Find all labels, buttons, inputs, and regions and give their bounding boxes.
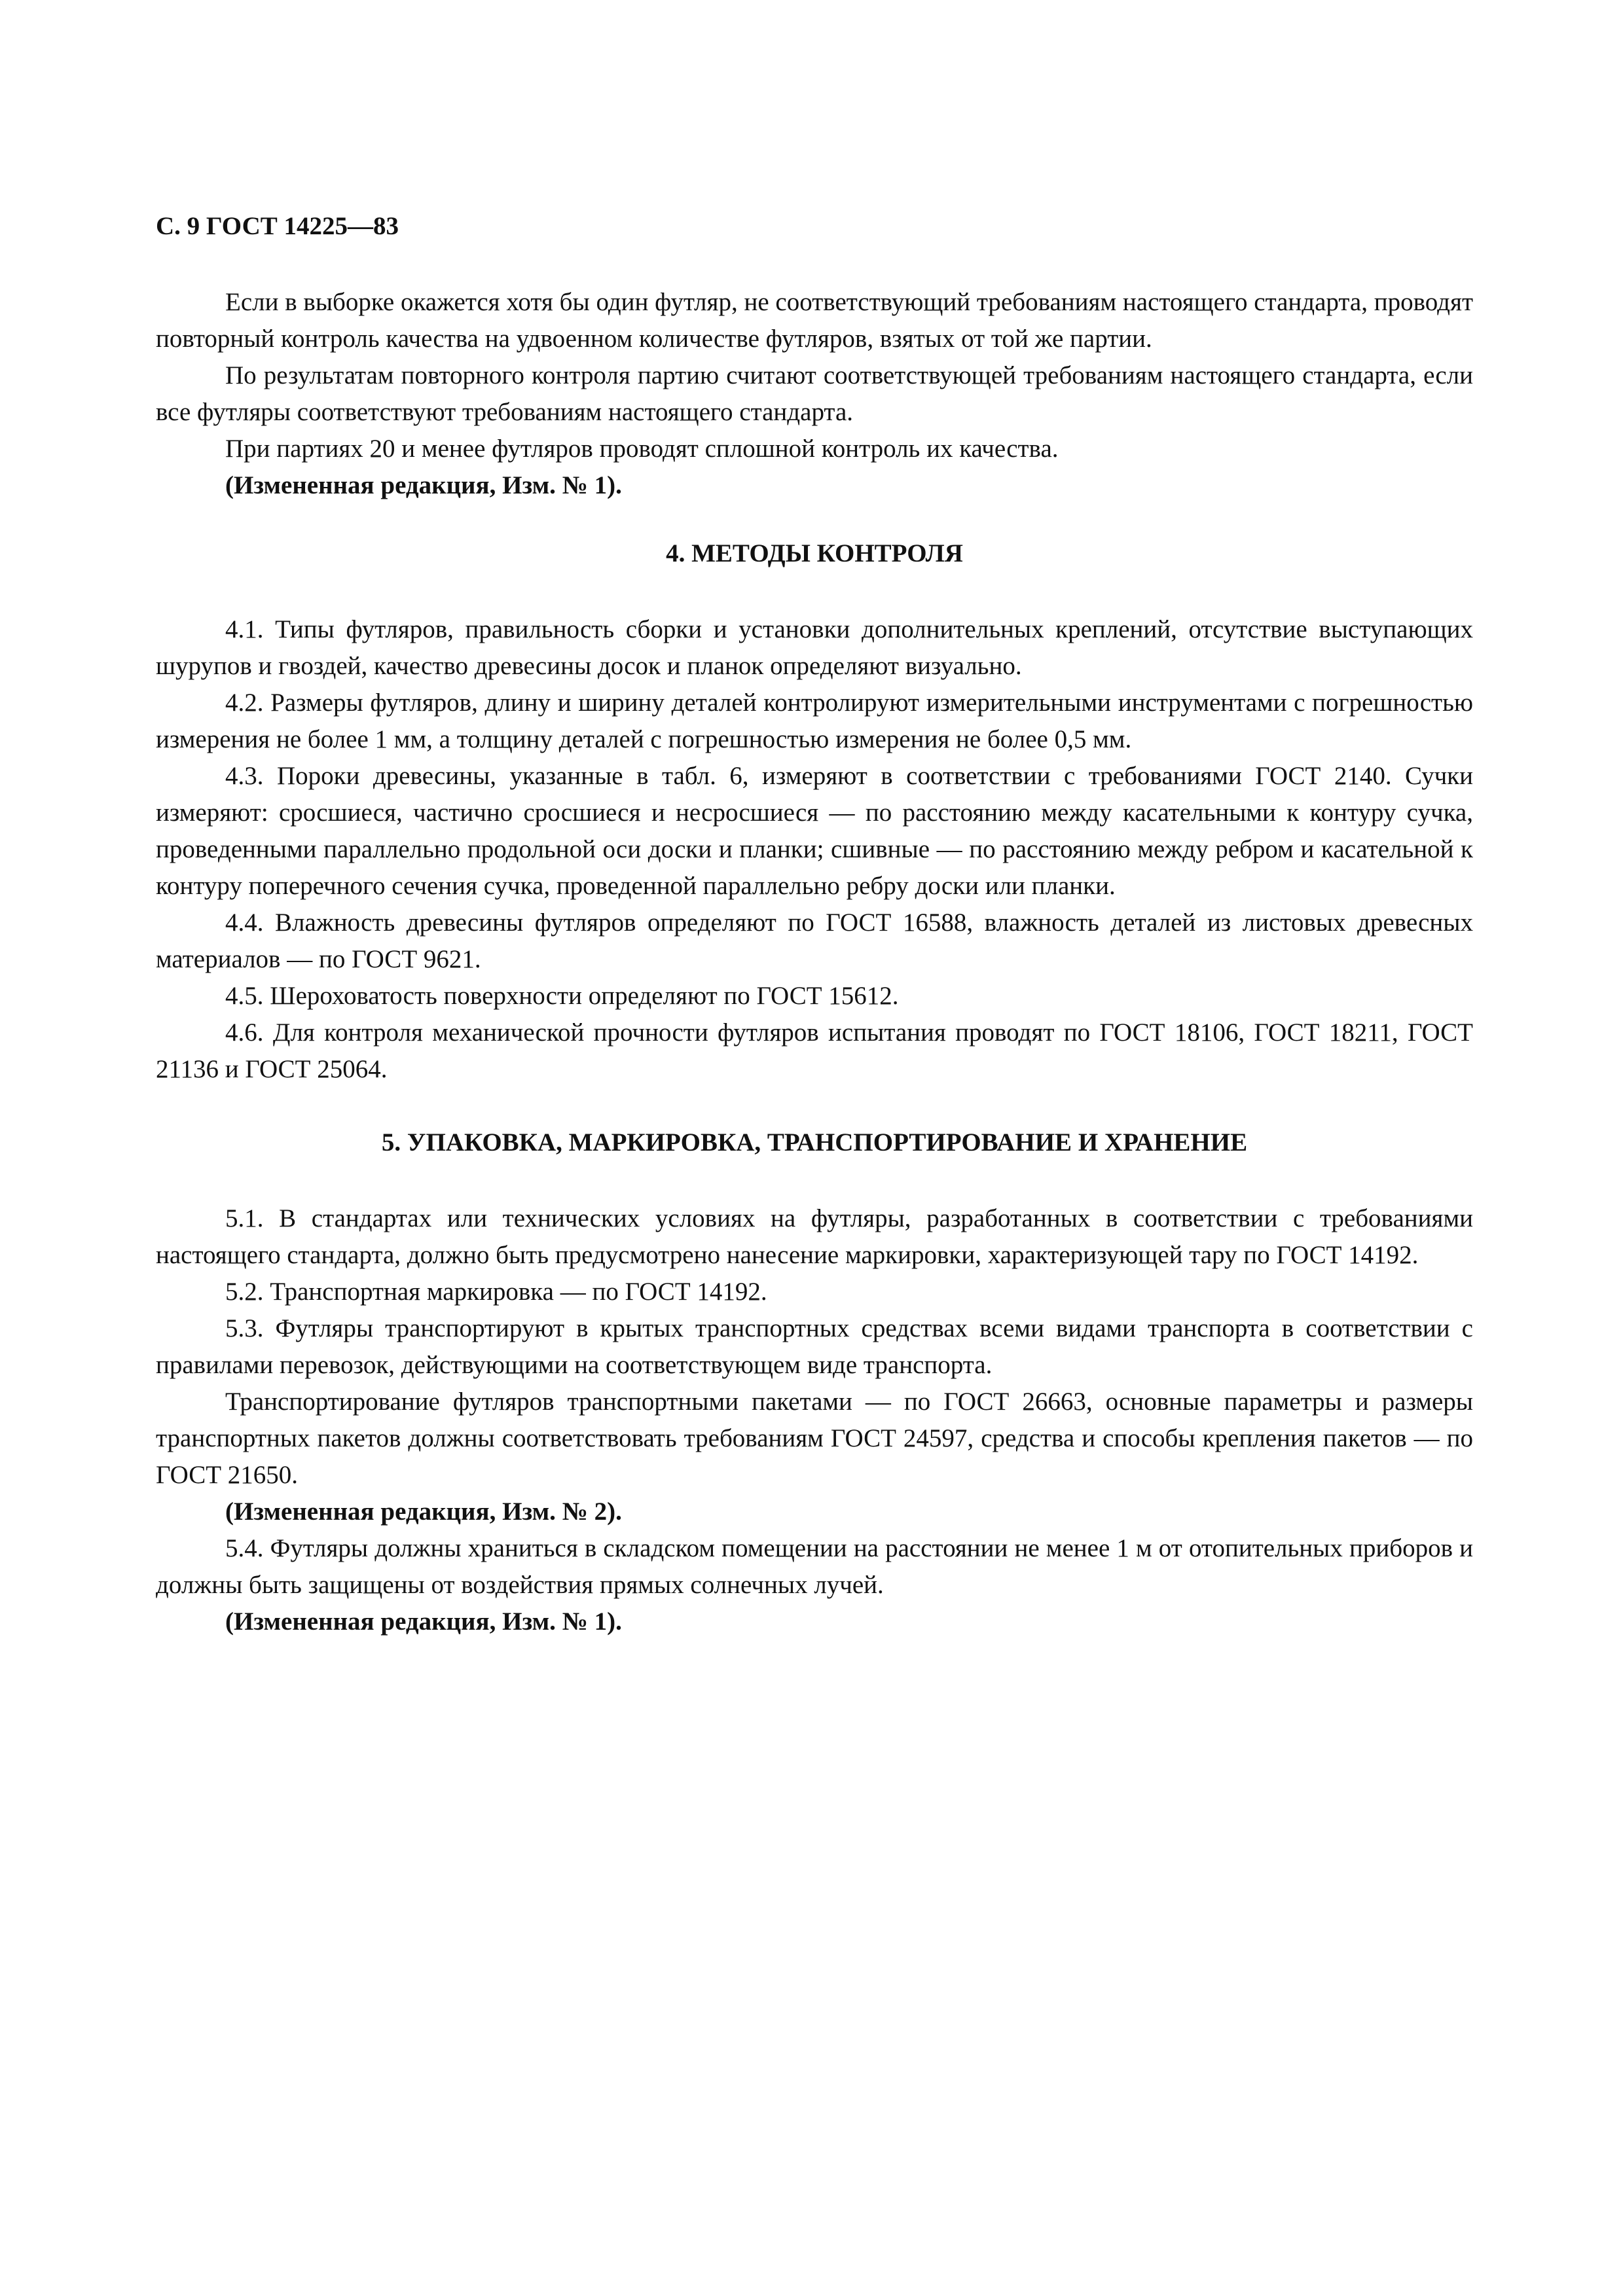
clause-4-2: 4.2. Размеры футляров, длину и ширину деталей контролируют измерительными инструментами с погрешностью измерения не более 1 мм, а толщину деталей с погрешностью измерения не более 0,5 мм. (156, 689, 1473, 753)
intro-paragraph-1: Если в выборке окажется хотя бы один футляр, не соответствующий требованиям настоящего стандарта, проводят повторный контроль качества на удвоенном количестве футляров, взятых от той же партии. (156, 288, 1473, 353)
clause-4-3: 4.3. Пороки древесины, указанные в табл. 6, измеряют в соответствии с требованиями ГОСТ 2140. Сучки измеряют: сросшиеся, частично сросшиеся и несросшиеся — по расстоянию между касательными к контуру сучка, проведенными параллельно продольной оси доски и планки; сшивные — по расстоянию между ребром и касательной к контуру поперечного сечения сучка, проведенной параллельно ребру доски или планки. (156, 762, 1473, 900)
amendment-note: (Измененная редакция, Изм. № 1). (225, 471, 622, 499)
running-head: С. 9 ГОСТ 14225—83 (156, 212, 399, 240)
section-4-title: 4. МЕТОДЫ КОНТРОЛЯ (666, 539, 963, 567)
clause-5-3: 5.3. Футляры транспортируют в крытых транспортных средствах всеми видами транспорта в соответствии с правилами перевозок, действующими на соответствующем виде транспорта. (156, 1314, 1473, 1379)
clause-4-6: 4.6. Для контроля механической прочности футляров испытания проводят по ГОСТ 18106, ГОСТ 18211, ГОСТ 21136 и ГОСТ 25064. (156, 1018, 1473, 1083)
clause-5-3-continuation: Транспортирование футляров транспортными пакетами — по ГОСТ 26663, основные параметры и размеры транспортных пакетов должны соответствовать требованиям ГОСТ 24597, средства и способы крепления пакетов — по ГОСТ 21650. (156, 1388, 1473, 1489)
clause-5-4: 5.4. Футляры должны храниться в складском помещении на расстоянии не менее 1 м от отопительных приборов и должны быть защищены от воздействия прямых солнечных лучей. (156, 1534, 1473, 1599)
intro-paragraph-3: При партиях 20 и менее футляров проводят сплошной контроль их качества. (225, 435, 1059, 463)
clause-4-4: 4.4. Влажность древесины футляров определяют по ГОСТ 16588, влажность деталей из листовых древесных материалов — по ГОСТ 9621. (156, 908, 1473, 973)
clause-5-1: 5.1. В стандартах или технических условиях на футляры, разработанных в соответствии с требованиями настоящего стандарта, должно быть предусмотрено нанесение маркировки, характеризующей тару по ГОСТ 14192. (156, 1204, 1473, 1269)
section-5-title: 5. УПАКОВКА, МАРКИРОВКА, ТРАНСПОРТИРОВАНИЕ И ХРАНЕНИЕ (381, 1128, 1248, 1157)
intro-paragraph-2: По результатам повторного контроля партию считают соответствующей требованиям настоящего стандарта, если все футляры соответствуют требованиям настоящего стандарта. (156, 361, 1473, 426)
page-content (156, 208, 1473, 1640)
amendment-note: (Измененная редакция, Изм. № 2). (225, 1498, 622, 1526)
clause-5-2: 5.2. Транспортная маркировка — по ГОСТ 14192. (225, 1278, 767, 1306)
amendment-note: (Измененная редакция, Изм. № 1). (225, 1607, 622, 1636)
clause-4-1: 4.1. Типы футляров, правильность сборки и установки дополнительных креплений, отсутствие выступающих шурупов и гвоздей, качество древесины досок и планок определяют визуально. (156, 615, 1473, 680)
clause-4-5: 4.5. Шероховатость поверхности определяют по ГОСТ 15612. (225, 982, 899, 1010)
